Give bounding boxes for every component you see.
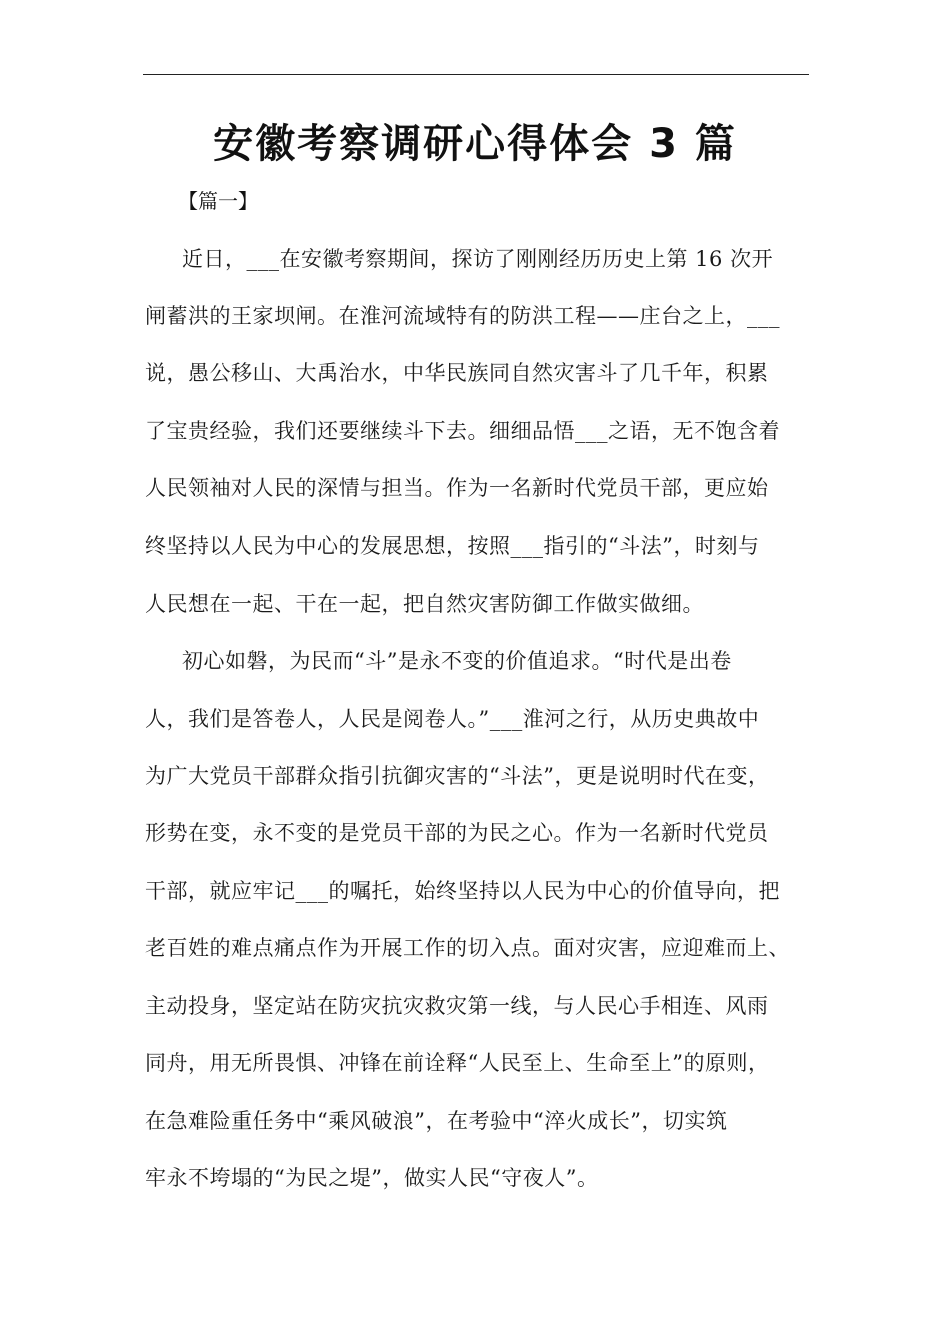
paragraph-2-line-8: 同舟，用无所畏惧、冲锋在前诠释“人民至上、生命至上”的原则， bbox=[145, 1051, 770, 1075]
header-rule bbox=[143, 74, 809, 75]
paragraph-2-line-9: 在急难险重任务中“乘风破浪”，在考验中“淬火成长”，切实筑 bbox=[145, 1109, 728, 1133]
paragraph-2-line-6: 老百姓的难点痛点作为开展工作的切入点。面对灾害，应迎难而上、 bbox=[145, 936, 790, 960]
paragraph-1-line-2: 闸蓄洪的王家坝闸。在淮河流域特有的防洪工程——庄台之上，___ bbox=[145, 304, 780, 328]
paragraph-2-line-5: 干部，就应牢记___的嘱托，始终坚持以人民为中心的价值导向，把 bbox=[145, 879, 780, 903]
paragraph-2-line-1: 初心如磐，为民而“斗”是永不变的价值追求。“时代是出卷 bbox=[182, 649, 732, 673]
document-title: 安徽考察调研心得体会 3 篇 bbox=[213, 121, 737, 167]
paragraph-2-line-4: 形势在变，永不变的是党员干部的为民之心。作为一名新时代党员 bbox=[145, 821, 769, 845]
paragraph-1-line-1: 近日，___在安徽考察期间，探访了刚刚经历历史上第 16 次开 bbox=[182, 247, 774, 271]
paragraph-2-line-10: 牢永不垮塌的“为民之堤”，做实人民“守夜人”。 bbox=[145, 1166, 599, 1190]
section-heading: 【篇一】 bbox=[178, 189, 258, 213]
paragraph-1-line-4: 了宝贵经验，我们还要继续斗下去。细细品悟___之语，无不饱含着 bbox=[145, 419, 780, 443]
paragraph-1-line-5: 人民领袖对人民的深情与担当。作为一名新时代党员干部，更应始 bbox=[145, 476, 769, 500]
paragraph-1-line-7: 人民想在一起、干在一起，把自然灾害防御工作做实做细。 bbox=[145, 592, 704, 616]
paragraph-1-line-6: 终坚持以人民为中心的发展思想，按照___指引的“斗法”，时刻与 bbox=[145, 534, 760, 558]
paragraph-2-line-7: 主动投身，坚定站在防灾抗灾救灾第一线，与人民心手相连、风雨 bbox=[145, 994, 769, 1018]
paragraph-2-line-2: 人，我们是答卷人，人民是阅卷人。”___淮河之行，从历史典故中 bbox=[145, 707, 760, 731]
paragraph-1-line-3: 说，愚公移山、大禹治水，中华民族同自然灾害斗了几千年，积累 bbox=[145, 361, 769, 385]
paragraph-2-line-3: 为广大党员干部群众指引抗御灾害的“斗法”，更是说明时代在变， bbox=[145, 764, 770, 788]
